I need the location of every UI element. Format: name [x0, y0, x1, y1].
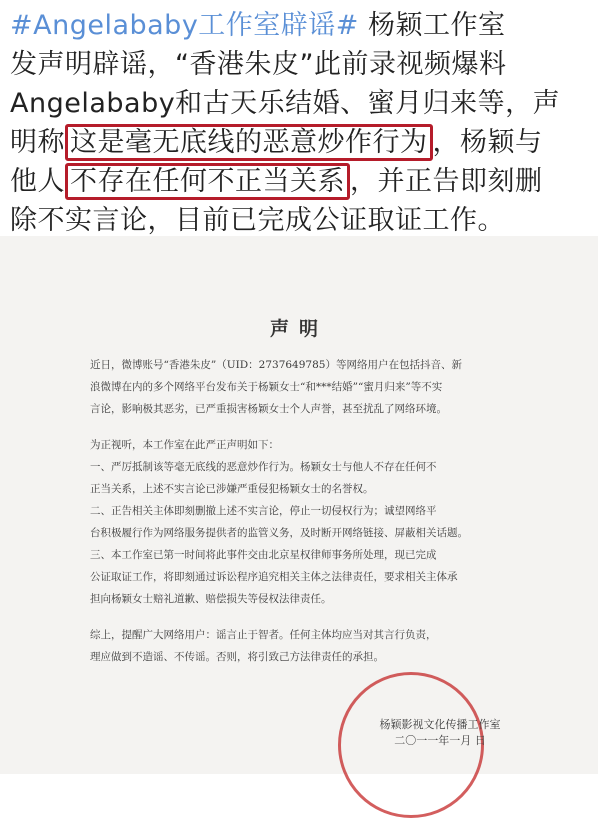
document-line: 担向杨颖女士赔礼道歉、赔偿损失等侵权法律责任。: [90, 593, 332, 605]
post-line-1-text: 杨颖工作室: [358, 10, 506, 41]
hashtag-link[interactable]: #Angelababy工作室辟谣#: [10, 10, 359, 41]
document-line: 台积极履行作为网络服务提供者的监管义务，及时断开网络链接、屏蔽相关话题。: [90, 527, 468, 539]
document-body: [90, 354, 530, 668]
highlight-box-malicious-hype: 这是毫无底线的恶意炒作行为: [65, 124, 433, 161]
document-line: 浪微博在内的多个网络平台发布关于杨颖女士“和***结婚”“蜜月归来”等不实: [90, 381, 443, 393]
post-line-4-post: ，杨颖与: [432, 127, 543, 158]
post-line-1: [10, 6, 590, 45]
paragraph-gap: [90, 420, 530, 434]
paragraph-gap: [90, 610, 530, 624]
document-signature-block: [315, 716, 565, 748]
document-line: 言论，影响极其恶劣，已严重损害杨颖女士个人声誉，甚至扰乱了网络环境。: [90, 403, 447, 415]
document-line: 正当关系，上述不实言论已涉嫌严重侵犯杨颖女士的名誉权。: [90, 483, 374, 495]
highlight-box-no-relationship: 不存在任何不正当关系: [65, 163, 350, 200]
document-line: 综上，提醒广大网络用户：谣言止于智者。任何主体均应当对其言行负责，: [90, 629, 437, 641]
post-line-3: Angelababy和古天乐结婚、蜜月归来等，声: [10, 88, 561, 119]
document-line: 为正视听，本工作室在此严正声明如下：: [90, 439, 279, 451]
document-line: 公证取证工作，将即刻通过诉讼程序追究相关主体之法律责任，要求相关主体承: [90, 571, 458, 583]
document-line: 理应做到不造谣、不传谣。否则，将引致己方法律责任的承担。: [90, 651, 384, 663]
document-date: 二〇一一年一月 日: [394, 734, 486, 747]
post-line-4-pre: 明称: [10, 127, 65, 158]
document-line: 二、正告相关主体即刻删撤上述不实言论，停止一切侵权行为；诚望网络平: [90, 505, 437, 517]
post-text: [10, 6, 590, 240]
document-line: 近日，微博账号“香港朱皮”（UID：2737649785）等网络用户在包括抖音、新: [90, 359, 462, 371]
statement-document-image[interactable]: [0, 236, 598, 774]
document-signature: 杨颖影视文化传播工作室: [379, 718, 501, 731]
post-line-4: [10, 123, 590, 162]
post-line-2: 发声明辟谣，“香港朱皮”此前录视频爆料: [10, 49, 507, 80]
post-line-5-pre: 他人: [10, 166, 65, 197]
post-line-5: [10, 162, 590, 201]
document-line: 三、本工作室已第一时间将此事件交由北京星权律师事务所处理，现已完成: [90, 549, 437, 561]
post-line-6: 除不实言论，目前已完成公证取证工作。: [10, 205, 505, 236]
post-line-5-post: ，并正告即刻删: [350, 166, 543, 197]
document-title: 声明: [269, 318, 328, 340]
document-line: 一、严厉抵制该等毫无底线的恶意炒作行为。杨颖女士与他人不存在任何不: [90, 461, 437, 473]
